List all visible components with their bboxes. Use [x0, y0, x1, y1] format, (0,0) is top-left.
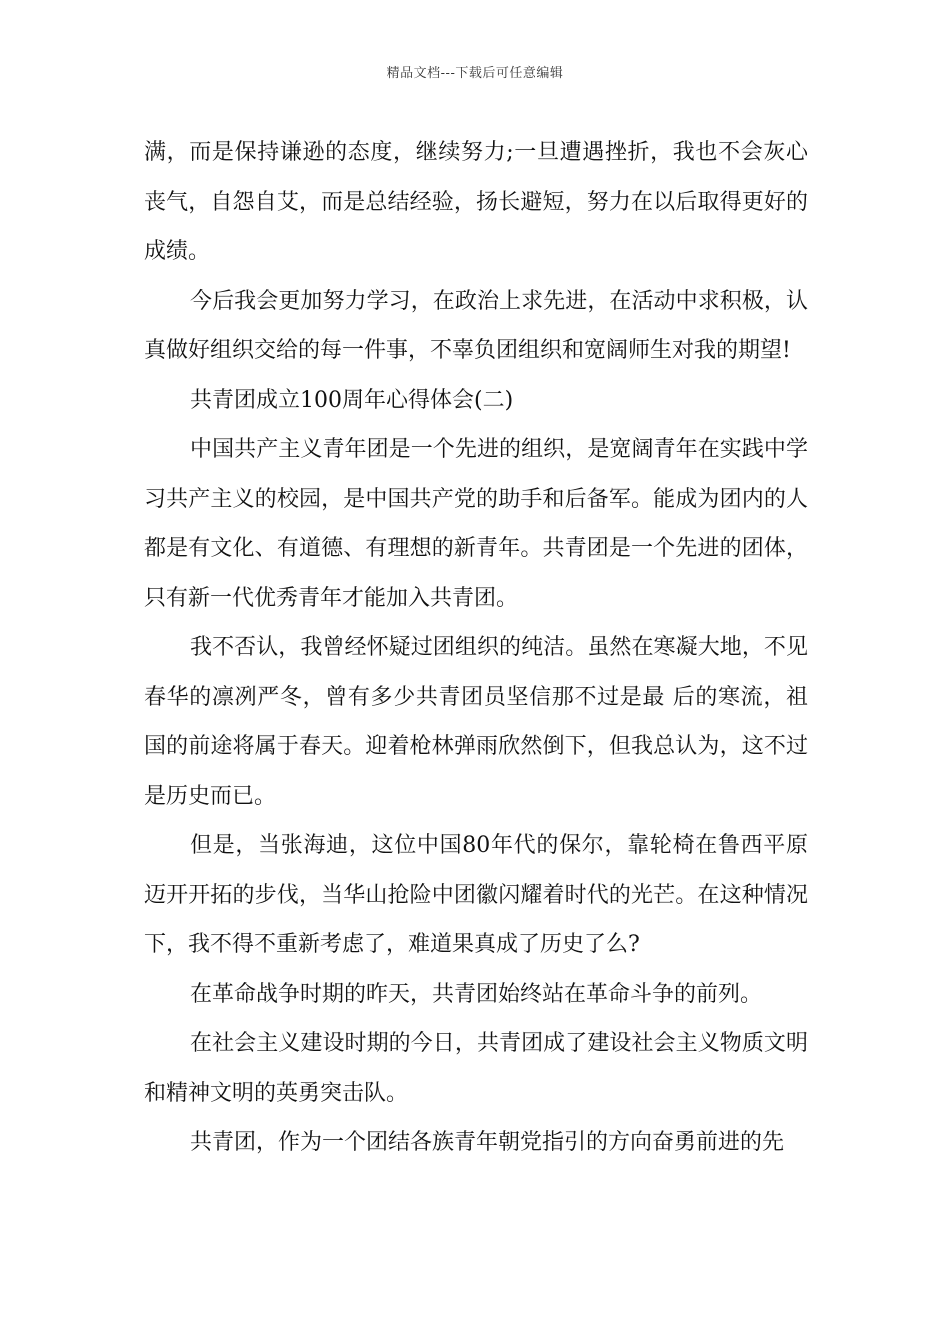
document-body: [144, 128, 808, 1168]
paragraph-construction: 在社会主义建设时期的今日，共青团成了建设社会主义物质文明和精神文明的英勇突击队。: [144, 1031, 808, 1106]
paragraph-doubt: 我不否认，我曾经怀疑过团组织的纯洁。虽然在寒凝大地，不见春华的凛冽严冬，曾有多少共青团员坚信那不过是最 后的寒流，祖国的前途将属于春天。迎着枪林弹雨欣然倒下，但我总认为，这不过是历史而已。: [144, 635, 808, 809]
paragraph-revolution: 在革命战争时期的昨天，共青团始终站在革命斗争的前列。: [190, 981, 763, 1007]
paragraph-continuation: 满，而是保持谦逊的态度，继续努力;一旦遭遇挫折，我也不会灰心丧气，自怨自艾，而是总结经验，扬长避短，努力在以后取得更好的成绩。: [144, 140, 808, 264]
section-title: 共青团成立100周年心得体会(二): [190, 387, 514, 413]
paragraph-zhang-haidi: 但是，当张海迪，这位中国80年代的保尔，靠轮椅在鲁西平原迈开开拓的步伐，当华山抢险中团徽闪耀着时代的光芒。在这种情况下，我不得不重新考虑了，难道果真成了历史了么?: [144, 833, 808, 957]
paragraph-vanguard: 共青团，作为一个团结各族青年朝党指引的方向奋勇前进的先: [190, 1130, 785, 1155]
page-header: 精品文档---下载后可任意编辑: [386, 66, 564, 81]
paragraph-future-study: 今后我会更加努力学习，在政治上求先进，在活动中求积极，认真做好组织交给的每一件事，不辜负团组织和宽阔师生对我的期望!: [144, 288, 808, 363]
paragraph-intro: 中国共产主义青年团是一个先进的组织，是宽阔青年在实践中学习共产主义的校园，是中国共产党的助手和后备军。能成为团内的人都是有文化、有道德、有理想的新青年。共青团是一个先进的团体，只有新一代优秀青年才能加入共青团。: [144, 437, 808, 611]
